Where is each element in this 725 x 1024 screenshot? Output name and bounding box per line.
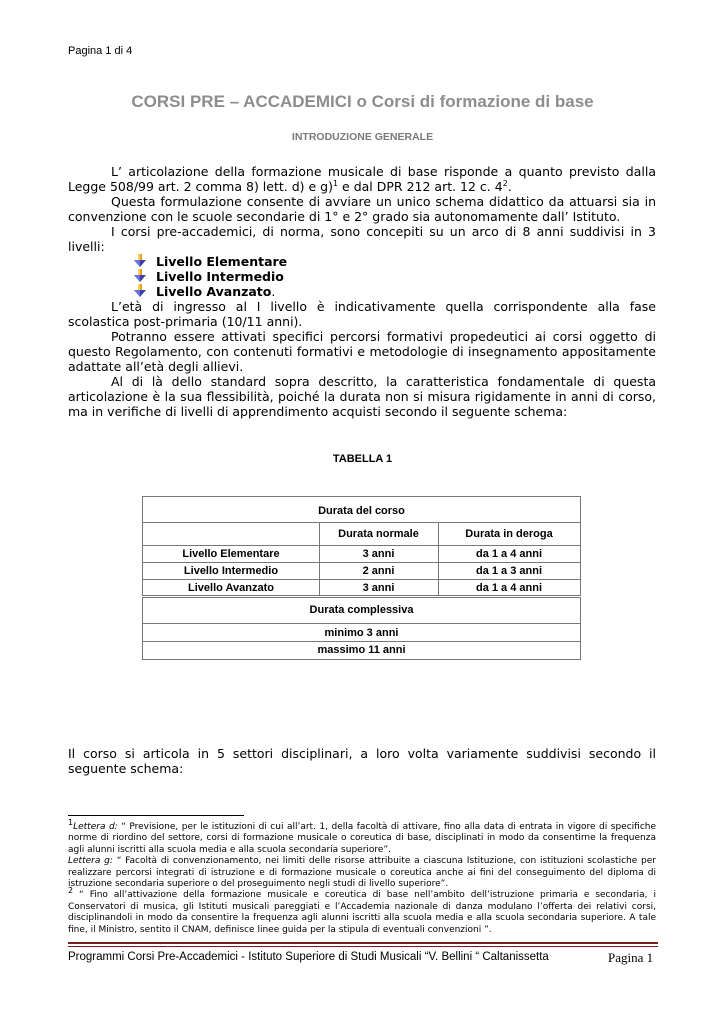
body-text <box>68 164 656 419</box>
column-header-row <box>143 526 580 543</box>
level-avanzato <box>156 284 275 299</box>
footnote-ref-2: 2 <box>502 178 508 188</box>
table-row <box>143 580 580 597</box>
row-deroga: da 1 a 3 anni <box>475 565 543 577</box>
down-arrow-bullet-icon <box>134 254 146 268</box>
level-list-item <box>68 269 656 284</box>
level-avanzato-label: Livello Avanzato <box>156 284 272 299</box>
paragraph-6: Al di là dello standard sopra descritto, la caratteristica fondamentale di questa articolazione è la sua flessibilità, poiché la durata non si misura rigidamente in anni di corso, ma in verifiche di livelli di apprendimento acquisti secondo il seguente schema: <box>68 374 656 419</box>
table-row <box>143 546 580 563</box>
paragraph-2: Questa formulazione consente di avviare un unico schema didattico da attuarsi sia in convenzione con le scuole secondarie di 1° e 2° grado sia autonomamente dall’ Istituto. <box>68 194 656 224</box>
footnote-1 <box>68 818 657 856</box>
table-caption: TABELLA 1 <box>332 453 393 465</box>
column-header-deroga: Durata in deroga <box>465 528 553 540</box>
level-list-item <box>68 254 656 269</box>
footer-page-number: Pagina 1 <box>608 950 654 965</box>
footnote-1-g-text: “ Facoltà di convenzionamento, nei limiti delle risorse attribuite a ciascuna Istituzione, con istituzioni scolastiche per realizzare percorsi integrati di istruzione e di formazione musicale o coreutica anche ai fini del conseguimento del diploma di istruzione secondaria superiore o del proseguimento negli studi di livello superiore”. <box>68 856 657 890</box>
footnote-2-text: “ Fino all’attivazione della formazione musicale e coreutica di base nell’ambito dell’istruzione primaria e secondaria, i Conservatori di musica, gli Istituti musicali pareggiati e l’Accademia nazionale di danza modulano l’offerta dei relativi corsi, disciplinandoli in modo da consentire la frequenza agli alunni iscritti alla scuola media e alla scuola secondaria superiore. A tale fine, il Ministro, sentito il CNAM, definisce linee guida per la stipula di eventuali convenzioni ”. <box>68 890 656 935</box>
page-indicator: Pagina 1 di 4 <box>68 45 133 57</box>
total-max: massimo 11 anni <box>317 644 406 656</box>
row-deroga: da 1 a 4 anni <box>475 582 543 594</box>
paragraph-4: L’età di ingresso al I livello è indicativamente quella corrispondente alla fase scolastica post-primaria (10/11 anni). <box>68 299 656 329</box>
table-header: Durata del corso <box>318 505 405 517</box>
footnote-1-text: “ Previsione, per le istituzioni di cui all’art. 1, della facoltà di attivare, fino alla data di entrata in vigore di specifiche norme di riordino del settore, corsi di formazione musicale o coreutica di base, disciplinati in modo da consentirne la frequenza agli alunni iscritti alla scuola media e alla scuola secondaria superiore”. <box>68 822 657 855</box>
total-min-row <box>143 625 580 642</box>
divider <box>143 522 580 523</box>
footnote-1-g-label: Lettera g: <box>68 856 113 867</box>
level-intermedio: Livello Intermedio <box>156 269 284 284</box>
footnotes <box>68 818 657 936</box>
table-header-row <box>143 503 580 520</box>
paragraph-3: I corsi pre-accademici, di norma, sono concepiti su un arco di 8 anni suddivisi in 3 livelli: <box>68 224 656 254</box>
table-row <box>143 563 580 580</box>
total-header-row <box>143 602 580 619</box>
document-title: CORSI PRE – ACCADEMICI o Corsi di formazione di base <box>131 92 594 111</box>
row-level: Livello Avanzato <box>188 582 274 594</box>
paragraph-after-table: Il corso si articola in 5 settori disciplinari, a loro volta variamente suddivisi secondo il seguente schema: <box>68 746 656 776</box>
column-header-normal: Durata normale <box>338 528 419 540</box>
footer-rule <box>68 946 658 947</box>
row-normal: 2 anni <box>362 565 395 577</box>
footnote-mark-1: 1 <box>68 818 74 827</box>
footnote-1-label: Lettera d: <box>73 822 118 832</box>
level-elementare: Livello Elementare <box>156 254 288 269</box>
footnote-ref-1: 1 <box>332 178 339 188</box>
row-normal: 3 anni <box>362 582 395 594</box>
footnote-mark-2: 2 <box>68 886 74 896</box>
divider <box>143 623 580 624</box>
level-list-item <box>68 284 656 299</box>
paragraph-1-text-b: e dal DPR 212 art. 12 c. 4 <box>338 179 503 194</box>
down-arrow-bullet-icon <box>134 284 146 298</box>
paragraph-5: Potranno essere attivati specifici percorsi formativi propedeutici ai corsi oggetto di questo Regolamento, con contenuti formativi e metodologie di insegnamento appositamente adattate all’età degli allievi. <box>68 329 656 374</box>
level-avanzato-suffix: . <box>271 284 276 299</box>
paragraph-1-text-c: . <box>507 179 512 194</box>
footnote-1-g <box>68 856 656 890</box>
row-level: Livello Intermedio <box>183 565 279 577</box>
total-duration-box <box>142 597 581 660</box>
row-deroga: da 1 a 4 anni <box>475 548 543 560</box>
duration-box <box>142 496 581 596</box>
row-normal: 3 anni <box>362 548 395 560</box>
column-divider <box>319 522 320 595</box>
footnote-separator <box>68 815 244 816</box>
footer-rule <box>68 942 658 944</box>
paragraph-1 <box>68 164 656 194</box>
footnote-2 <box>68 886 656 936</box>
total-header: Durata complessiva <box>309 604 414 616</box>
total-min: minimo 3 anni <box>324 627 399 639</box>
section-subtitle: INTRODUZIONE GENERALE <box>291 131 434 143</box>
down-arrow-bullet-icon <box>134 269 146 283</box>
row-level: Livello Elementare <box>182 548 280 560</box>
column-divider <box>438 522 439 595</box>
total-max-row <box>143 642 580 659</box>
footer-text: Programmi Corsi Pre-Accademici - Istituto Superiore di Studi Musicali “V. Bellini “ Caltanissetta <box>68 951 549 963</box>
paragraph-1-text-a: L’ articolazione della formazione musicale di base risponde a quanto previsto dalla Legge 508/99 art. 2 comma 8) lett. d) e g) <box>68 164 656 194</box>
